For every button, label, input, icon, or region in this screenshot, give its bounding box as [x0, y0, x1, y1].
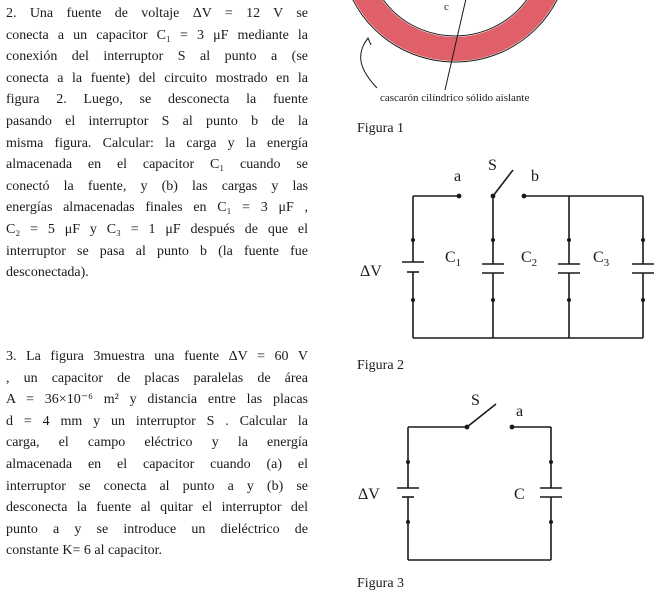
problem-3-line: 3. La figura 3muestra una fuente ΔV = 60 V — [6, 349, 308, 364]
problem-3-line: punto a y se introduce un dieléctrico de — [6, 521, 308, 537]
problem-2-line: desconectada). — [6, 265, 89, 281]
radius-label: c — [444, 1, 449, 13]
fig3-cap-label: C — [514, 486, 525, 503]
problem-2-line: conecta a un capacitor C₁ = 3 μF mediante la — [6, 27, 308, 43]
problem-3-line: d = 4 mm y un interruptor S . Calcular la — [6, 413, 308, 429]
problem-3-line: A = 36×10⁻⁶ m² y distancia entre las placas — [6, 392, 308, 408]
problem-2-line: misma figura. Calcular: la carga y la energía — [6, 135, 308, 151]
problem-3-line: interruptor se conecta al punto a y (b) se — [6, 478, 308, 494]
problem-3-line: constante K= 6 al capacitor. — [6, 543, 163, 559]
problem-3-line: , un capacitor de placas paralelas de área — [6, 370, 308, 386]
fig2-c2-label: $C_2$ — [521, 249, 538, 269]
figure-1-caption: Figura 1 — [357, 121, 405, 136]
problem-2-line: conecta a la fuente) del circuito mostrado en la — [6, 70, 308, 86]
problem-2-line: conectó la fuente, y (b) las cargas y las — [6, 178, 308, 194]
problem-2-line: 2. Una fuente de voltaje ΔV = 12 V se — [6, 6, 308, 21]
problem-2-line: figura 2. Luego, se desconecta la fuente — [6, 92, 308, 108]
figure-1-annotation: cascarón cilíndrico sólido aislante — [380, 92, 530, 104]
fig2-source-label: ΔV — [360, 263, 382, 280]
problem-2-line: conexión del interruptor S al punto a (se — [6, 49, 308, 65]
figure-2-caption: Figura 2 — [357, 358, 405, 373]
problem-2-line: C₂ = 5 μF y C₃ = 1 μF después de que el — [6, 221, 308, 237]
problem-2-line: almacenada en el capacitor C₁ cuando se — [6, 157, 308, 173]
fig3-terminal-a — [510, 425, 515, 430]
fig3-switch-label: S — [471, 392, 480, 409]
fig2-point-b: b — [531, 168, 539, 185]
problem-2-line: pasando el interruptor S al punto b de la — [6, 113, 308, 129]
fig2-switch-label: S — [488, 157, 497, 174]
problem-3-line: desconecta la fuente al quitar el interruptor del — [6, 500, 308, 516]
problem-2-line: interruptor se pasa al punto b (la fuente fue — [6, 243, 308, 259]
fig3-point-a: a — [516, 403, 524, 420]
fig3-source-label: ΔV — [358, 486, 380, 503]
problem-3-line: carga, el campo eléctrico y la energía — [6, 435, 308, 451]
problem-3-line: almacenada en el capacitor cuando (a) el — [6, 456, 308, 472]
fig2-c3-label: $C_3$ — [593, 249, 610, 269]
fig2-c1-label: $C_1$ — [445, 249, 462, 269]
fig2-point-a: a — [454, 168, 462, 185]
figure-3-caption: Figura 3 — [357, 576, 405, 591]
problem-2-line: energías almacenadas finales en C₁ = 3 μF , — [6, 200, 308, 216]
